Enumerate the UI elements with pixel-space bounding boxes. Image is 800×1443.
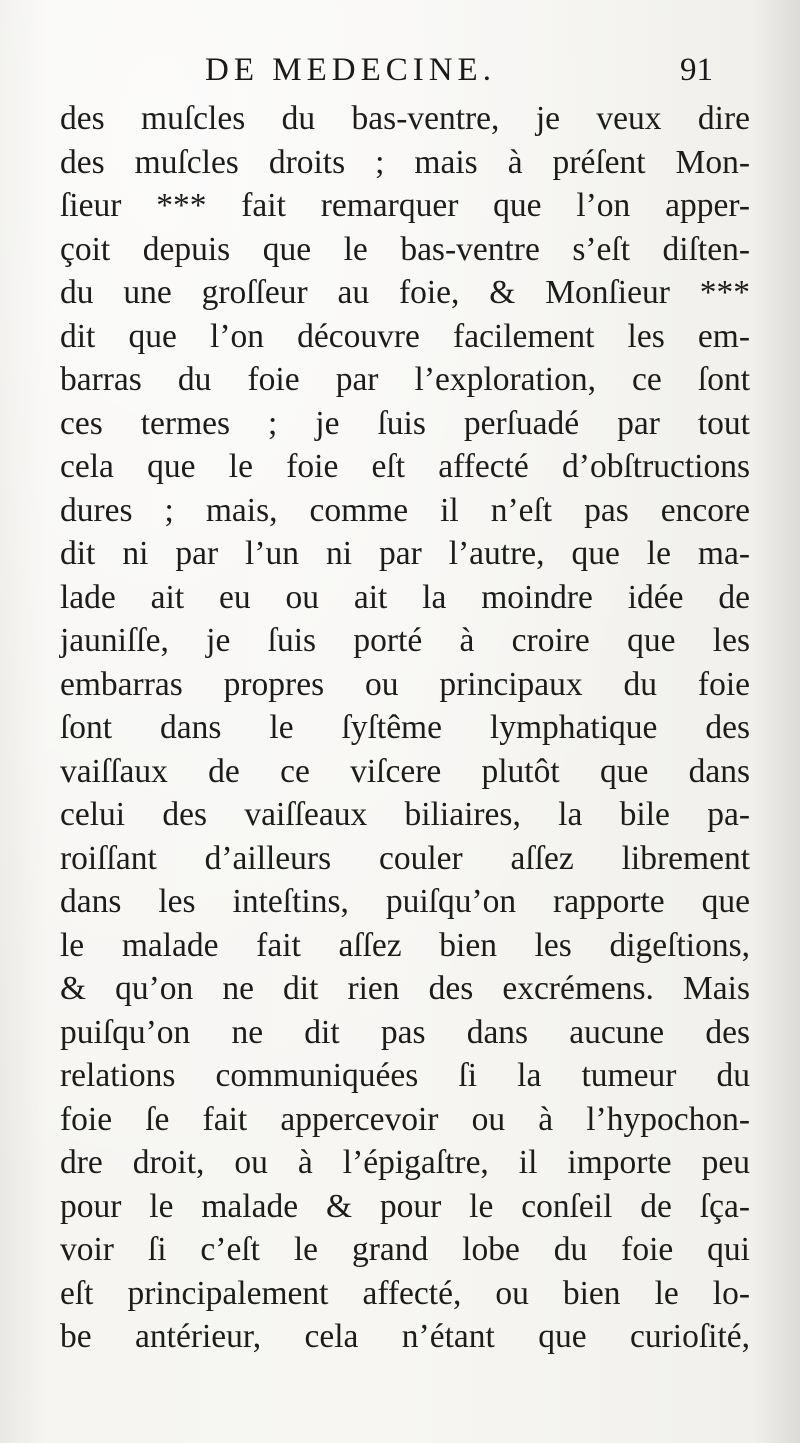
text-line: dures ; mais, comme il n’eſt pas encore	[60, 491, 750, 529]
text-line: ſont dans le ſyſtême lymphatique des	[60, 709, 750, 746]
text-line: du une groſſeur au foie, & Monſieur ***	[60, 274, 750, 311]
text-line: be antérieur, cela n’étant que curioſité,	[60, 1318, 750, 1355]
text-line: barras du foie par l’exploration, ce ſont	[60, 361, 750, 398]
text-line: dit que l’on découvre facilement les em-	[60, 317, 750, 355]
text-line: dans les inteſtins, puiſqu’on rapporte que	[60, 883, 750, 920]
text-line: dre droit, ou à l’épigaſtre, il importe peu	[60, 1144, 750, 1181]
text-line: lade ait eu ou ait la moindre idée de	[60, 578, 750, 616]
text-line: dit ni par l’un ni par l’autre, que le ma-	[60, 535, 750, 572]
page-header	[0, 52, 800, 92]
text-line: pour le malade & pour le conſeil de ſça-	[60, 1187, 750, 1225]
text-line: relations communiquées ſi la tumeur du	[60, 1057, 750, 1094]
text-line: des muſcles du bas-ventre, je veux dire	[60, 100, 750, 137]
text-line: vaiſſaux de ce viſcere plutôt que dans	[60, 752, 750, 790]
text-line: jauniſſe, je ſuis porté à croire que les	[60, 622, 750, 659]
text-line: le malade fait aſſez bien les digeſtions,	[60, 926, 750, 964]
text-line: puiſqu’on ne dit pas dans aucune des	[60, 1013, 750, 1051]
text-line: des muſcles droits ; mais à préſent Mon-	[60, 143, 750, 181]
running-head: DE MEDECINE.	[205, 52, 496, 88]
text-line: celui des vaiſſeaux biliaires, la bile pa-	[60, 796, 750, 833]
text-line: eſt principalement affecté, ou bien le lo-	[60, 1274, 750, 1312]
text-line: foie ſe fait appercevoir ou à l’hypochon-	[60, 1100, 750, 1138]
text-line: ſieur *** fait remarquer que l’on apper-	[60, 187, 750, 224]
text-line: voir ſi c’eſt le grand lobe du foie qui	[60, 1231, 750, 1268]
text-line: ces termes ; je ſuis perſuadé par tout	[60, 404, 750, 442]
text-line: cela que le foie eſt affecté d’obſtructions	[60, 448, 750, 485]
text-line: çoit depuis que le bas-ventre s’eſt diſten-	[60, 230, 750, 268]
text-line: embarras propres ou principaux du foie	[60, 665, 750, 703]
text-line: & qu’on ne dit rien des excrémens. Mais	[60, 970, 750, 1007]
page-number: 91	[680, 52, 713, 88]
body-text	[60, 97, 750, 1359]
text-line: roiſſant d’ailleurs couler aſſez librement	[60, 839, 750, 877]
